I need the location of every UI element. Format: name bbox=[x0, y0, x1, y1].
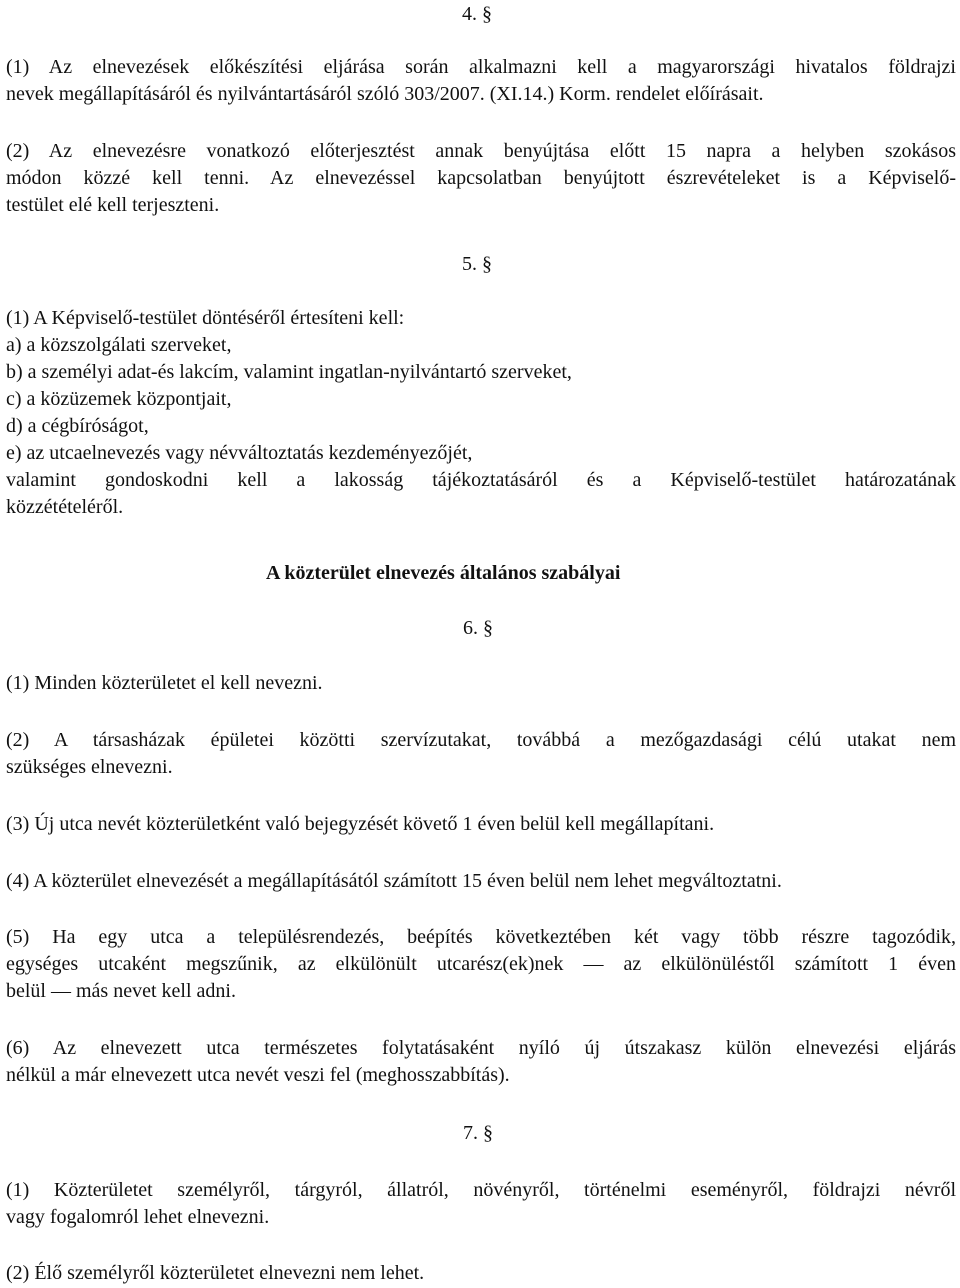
section-7-paragraph-2: (2) Élő személyről közterületet elnevezni nem lehet. bbox=[6, 1262, 425, 1284]
section-6-paragraph-1: (1) Minden közterületet el kell nevezni. bbox=[6, 672, 323, 694]
section-5-paragraph-1: (1) A Képviselő-testület döntéséről értesíteni kell: a) a közszolgálati szerveket, b) a személyi adat-és lakcím, valamint ingatlan-nyilvántartó szerveket, c) a közüzemek központjait, d) a cégbíróságot, e) az utcaelnevezés vagy névváltoztatás kezdeményezőjét, valamint gondoskodni kell a lakosság tájékoztatásáról és a Képviselő-testület határozatának közzétételéről. bbox=[6, 307, 956, 518]
section-4-paragraph-2: (2) Az elnevezésre vonatkozó előterjesztést annak benyújtása előtt 15 napra a helyben szokásos módon közzé kell tenni. Az elnevezéssel kapcsolatban benyújtott észrevételeket is a Képviselő- testület elé kell terjeszteni. bbox=[6, 140, 956, 216]
section-5-heading: 5. § bbox=[462, 253, 492, 275]
section-6-paragraph-5: (5) Ha egy utca a településrendezés, beépítés következtében két vagy több részre tagozódik, egységes utcaként megszűnik, az elkülönült utcarész(ek)nek ― az elkülönüléstől számított 1 éven belül ― más nevet kell adni. bbox=[6, 926, 956, 1002]
list-item-d: d) a cégbíróságot, bbox=[6, 415, 149, 437]
section-6-paragraph-4: (4) A közterület elnevezését a megállapításától számított 15 éven belül nem lehet megváltoztatni. bbox=[6, 870, 782, 892]
section-4-paragraph-1: (1) Az elnevezések előkészítési eljárása során alkalmazni kell a magyarországi hivatalos földrajzi nevek megállapításáról és nyilvántartásáról szóló 303/2007. (XI.14.) Korm. rendelet előírásait. bbox=[6, 56, 956, 105]
section-7-paragraph-1: (1) Közterületet személyről, tárgyról, állatról, növényről, történelmi eseményről, földrajzi névről vagy fogalomról lehet elnevezni. bbox=[6, 1179, 956, 1228]
list-item-a: a) a közszolgálati szerveket, bbox=[6, 334, 232, 356]
section-6-paragraph-3: (3) Új utca nevét közterületként való bejegyzését követő 1 éven belül kell megállapítani. bbox=[6, 813, 715, 835]
section-6-heading: 6. § bbox=[463, 617, 493, 639]
list-item-e: e) az utcaelnevezés vagy névváltoztatás kezdeményezőjét, bbox=[6, 442, 473, 464]
section-4-heading: 4. § bbox=[462, 3, 492, 25]
list-item-b: b) a személyi adat-és lakcím, valamint ingatlan-nyilvántartó szerveket, bbox=[6, 361, 572, 383]
section-7-heading: 7. § bbox=[463, 1122, 493, 1144]
section-6-paragraph-2: (2) A társasházak épületei közötti szervízutakat, továbbá a mezőgazdasági célú utakat nem szükséges elnevezni. bbox=[6, 729, 956, 778]
section-6-paragraph-6: (6) Az elnevezett utca természetes folytatásaként nyíló új útszakasz külön elnevezési eljárás nélkül a már elnevezett utca nevét veszi fel (meghosszabbítás). bbox=[6, 1037, 956, 1086]
chapter-title: A közterület elnevezés általános szabályai bbox=[266, 562, 621, 584]
list-item-c: c) a közüzemek központjait, bbox=[6, 388, 232, 410]
